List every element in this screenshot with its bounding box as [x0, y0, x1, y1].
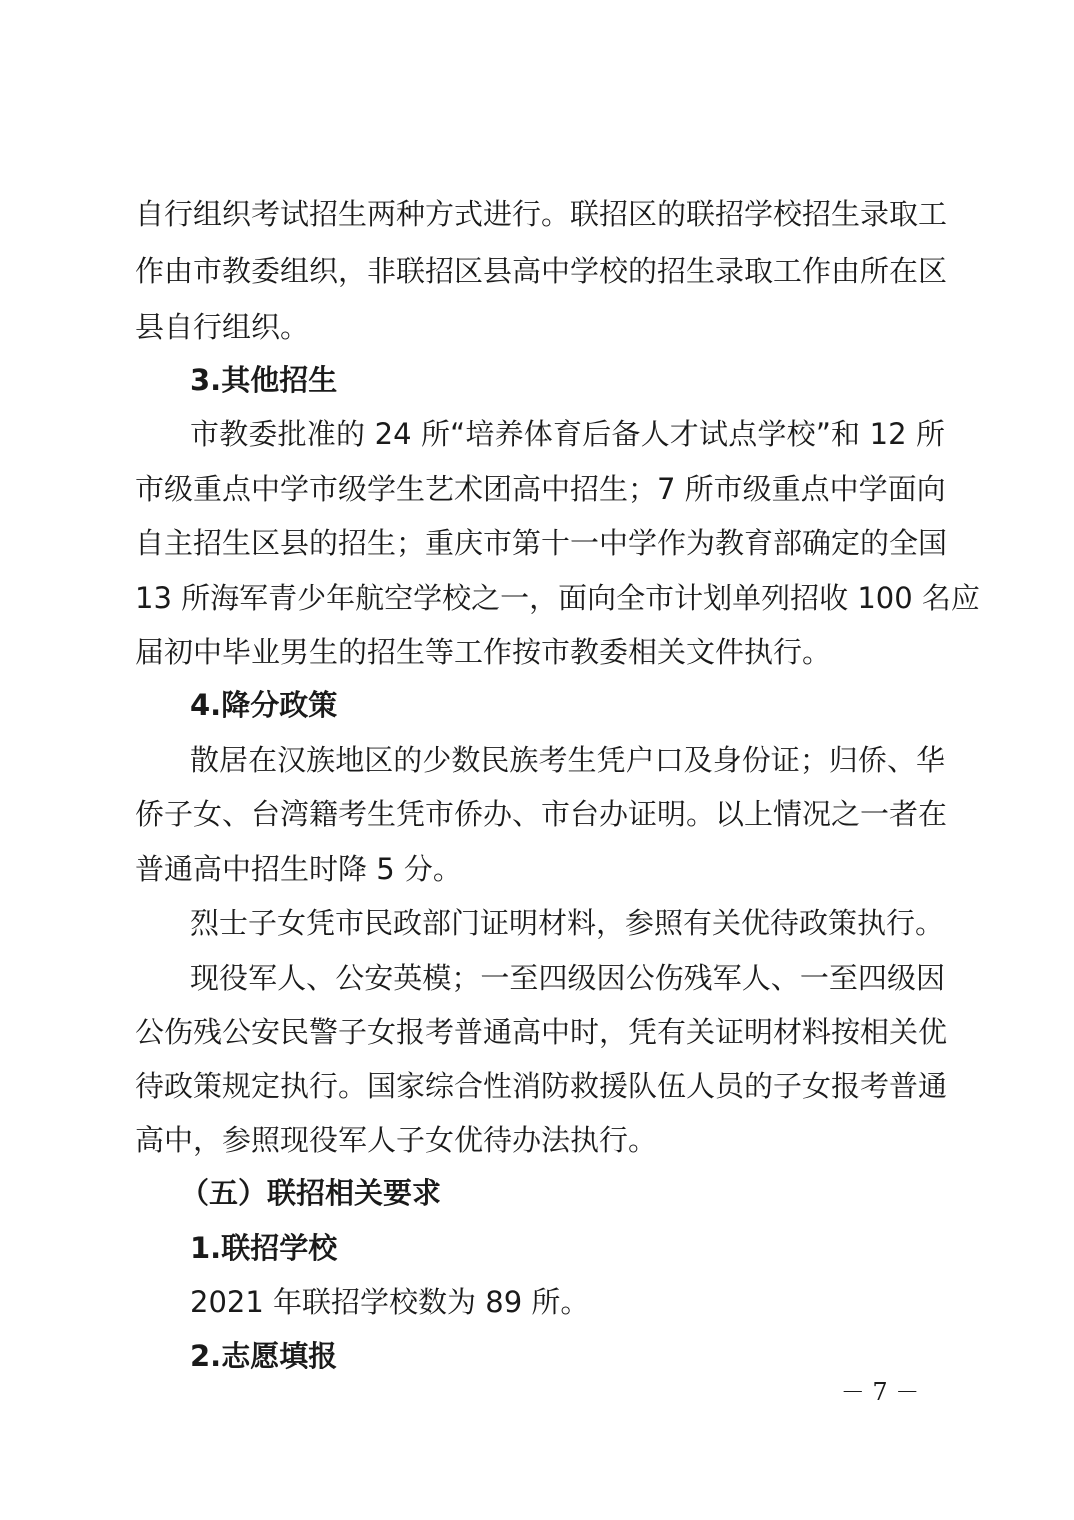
body-text-line: 散居在汉族地区的少数民族考生凭户口及身份证；归侨、华 — [190, 743, 945, 777]
body-text-line: 市级重点中学市级学生艺术团高中招生；7 所市级重点中学面向 — [135, 472, 946, 506]
body-text-line: 13 所海军青少年航空学校之一，面向全市计划单列招收 100 名应 — [135, 581, 980, 615]
body-text-line: 烈士子女凭市民政部门证明材料，参照有关优待政策执行。 — [190, 906, 945, 940]
body-text-line: 现役军人、公安英模；一至四级因公伤残军人、一至四级因 — [190, 961, 945, 995]
section-heading: 1.联招学校 — [190, 1231, 338, 1265]
section-heading: （五）联招相关要求 — [180, 1176, 442, 1210]
section-heading: 2.志愿填报 — [190, 1339, 338, 1373]
body-text-line: 县自行组织。 — [135, 310, 310, 344]
body-text-line: 自主招生区县的招生；重庆市第十一中学作为教育部确定的全国 — [135, 526, 948, 560]
body-text-line: 届初中毕业男生的招生等工作按市教委相关文件执行。 — [135, 635, 832, 669]
section-heading: 3.其他招生 — [190, 363, 338, 397]
body-text-line: 自行组织考试招生两种方式进行。联招区的联招学校招生录取工 — [135, 197, 948, 231]
body-text-line: 公伤残公安民警子女报考普通高中时，凭有关证明材料按相关优 — [135, 1015, 948, 1049]
body-text-line: 普通高中招生时降 5 分。 — [135, 852, 462, 886]
body-text-line: 作由市教委组织，非联招区县高中学校的招生录取工作由所在区 — [135, 254, 948, 288]
body-text-line: 市教委批准的 24 所“培养体育后备人才试点学校”和 12 所 — [190, 417, 945, 451]
body-text-line: 待政策规定执行。国家综合性消防救援队伍人员的子女报考普通 — [135, 1069, 948, 1103]
page-number: － 7 － — [840, 1378, 920, 1406]
body-text-line: 2021 年联招学校数为 89 所。 — [190, 1285, 590, 1319]
section-heading: 4.降分政策 — [190, 688, 338, 722]
body-text-line: 侨子女、台湾籍考生凭市侨办、市台办证明。以上情况之一者在 — [135, 797, 948, 831]
body-text-line: 高中，参照现役军人子女优待办法执行。 — [135, 1123, 658, 1157]
